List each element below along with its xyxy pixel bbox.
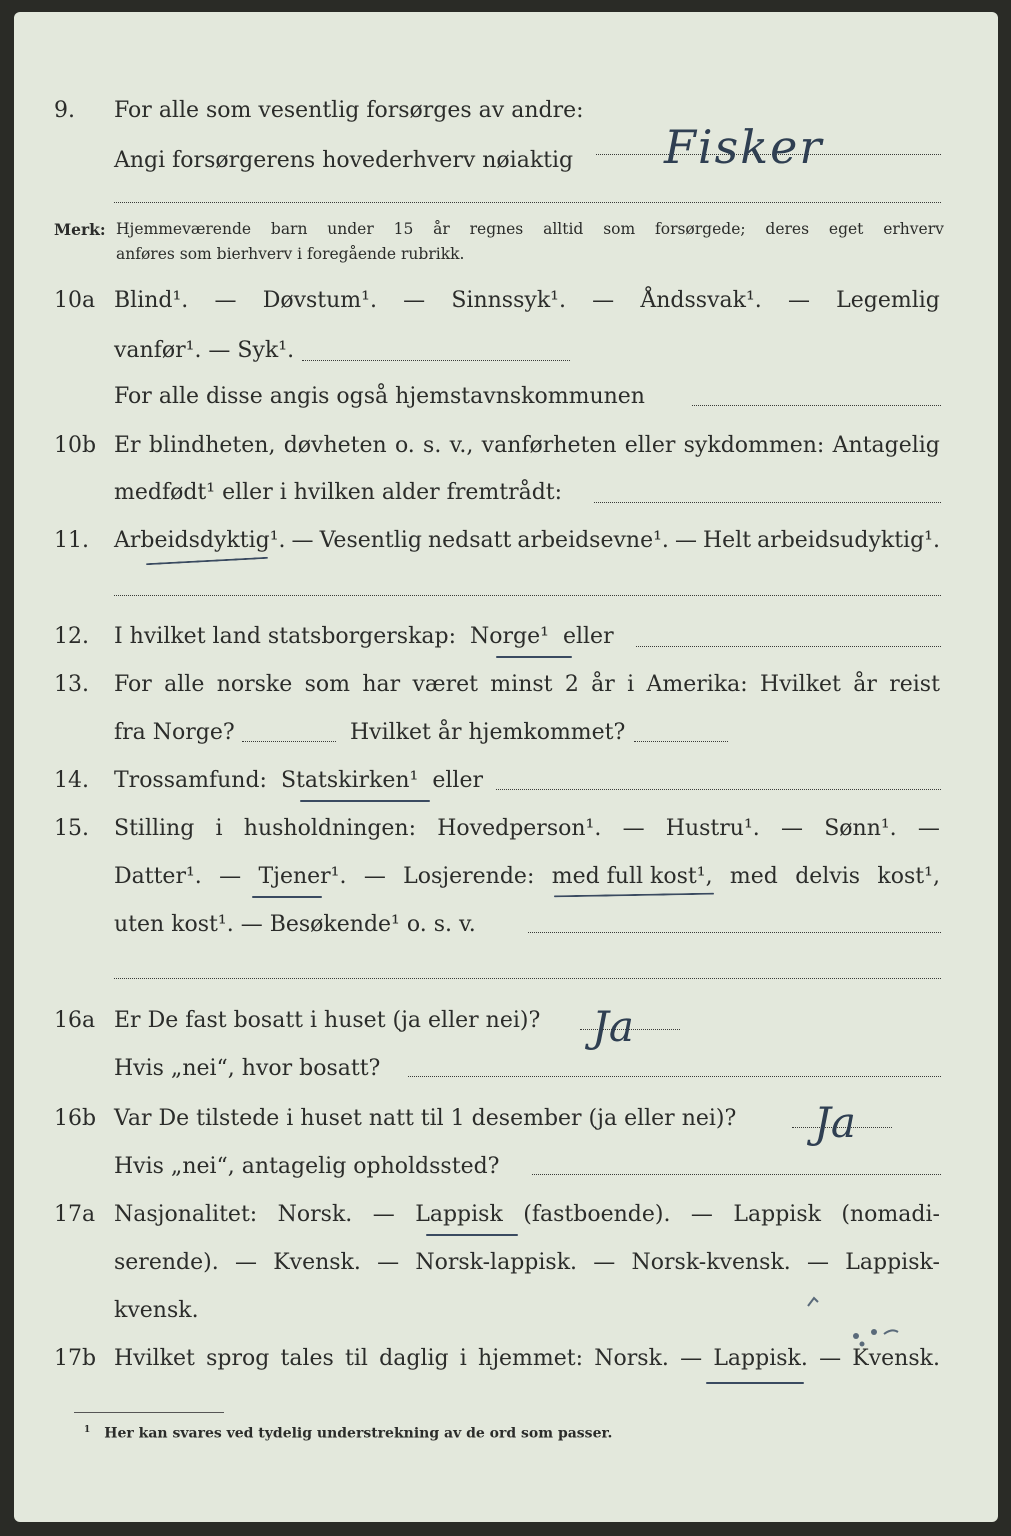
word: arbeidsevne¹. xyxy=(517,528,669,553)
footnote-text: Her kan svares ved tydelig understrekning av de ord som passer. xyxy=(104,1425,613,1442)
word: Hustru¹. xyxy=(665,816,760,841)
census-form-sheet xyxy=(14,12,998,1522)
q15-answer-line xyxy=(528,932,941,933)
word: Stilling xyxy=(114,816,195,841)
q17b-lappisk-underline xyxy=(706,1382,804,1384)
word: — xyxy=(917,816,940,841)
word: Norsk-lappisk. xyxy=(415,1250,578,1275)
word: — xyxy=(372,1202,395,1227)
q16b-handwritten-answer: Ja xyxy=(814,1098,856,1147)
word: — xyxy=(807,1250,830,1275)
word: Åndssvak¹. xyxy=(640,288,762,313)
q14-label: Trossamfund: xyxy=(114,768,267,793)
word: — xyxy=(593,1250,616,1275)
word: 2 xyxy=(564,672,579,697)
q16a-bosatt-line xyxy=(408,1076,941,1077)
q10a-line3 xyxy=(14,384,998,424)
word: Helt xyxy=(702,528,752,553)
q10a-options xyxy=(114,288,940,313)
word: Arbeidsdyktig¹. xyxy=(114,528,286,553)
word: Blind¹. xyxy=(114,288,189,313)
separator-3 xyxy=(114,978,941,979)
q16a-line1 xyxy=(14,1008,998,1048)
q12-text xyxy=(114,624,614,649)
q13-line2 xyxy=(14,720,998,760)
word: minst xyxy=(490,672,553,697)
word: — xyxy=(674,528,697,553)
q15-tjener-underline xyxy=(252,896,322,898)
word: Norsk. xyxy=(594,1346,669,1371)
word: Losjerende: xyxy=(403,864,535,889)
q10a-number: 10a xyxy=(54,288,96,313)
q13-reist-line xyxy=(242,741,336,742)
q15-line1 xyxy=(14,816,998,856)
q15-text-3: uten kost¹. — Besøkende¹ o. s. v. xyxy=(114,912,476,937)
word: som xyxy=(304,672,351,697)
q9-line1 xyxy=(14,98,998,138)
q11-options xyxy=(114,528,940,553)
q10a-line1 xyxy=(14,288,998,328)
q16b-number: 16b xyxy=(54,1106,97,1131)
word: Lappisk- xyxy=(845,1250,940,1275)
word: arbeidsudyktig¹. xyxy=(757,528,940,553)
word: o. xyxy=(394,433,415,458)
word: år xyxy=(591,672,615,697)
word: i xyxy=(627,672,635,697)
word: Nasjonalitet: xyxy=(114,1202,258,1227)
word: — xyxy=(234,1250,257,1275)
word: Døvstum¹. xyxy=(262,288,377,313)
word: — xyxy=(780,816,803,841)
word: Amerika: xyxy=(646,672,748,697)
word: — xyxy=(819,1346,842,1371)
q10b-text-2: medfødt¹ eller i hvilken alder fremtrådt: xyxy=(114,480,563,505)
word: til xyxy=(345,1346,368,1371)
separator-1 xyxy=(114,202,941,203)
q17a-line2 xyxy=(14,1250,998,1290)
word: erhverv xyxy=(883,220,944,238)
word: — xyxy=(787,288,810,313)
word: — xyxy=(219,864,242,889)
q17b-number: 17b xyxy=(54,1346,97,1371)
q9-handwritten-answer: Fisker xyxy=(664,120,824,174)
q12-norge: Norge¹ xyxy=(470,624,549,649)
merk-line-2: anføres som bierhverv i foregående rubrikk. xyxy=(116,245,465,263)
footnote-rule xyxy=(74,1412,224,1413)
word: Hovedperson¹. xyxy=(437,816,602,841)
word: deres xyxy=(765,220,810,238)
word: sprog xyxy=(206,1346,270,1371)
word: Lappisk. xyxy=(713,1346,808,1371)
word: — xyxy=(592,288,615,313)
word: Lappisk xyxy=(415,1202,503,1227)
word: Hvilket xyxy=(760,672,841,697)
word: med xyxy=(729,864,778,889)
word: år xyxy=(853,672,877,697)
word: reist xyxy=(889,672,940,697)
word: — xyxy=(291,528,314,553)
q10b-number: 10b xyxy=(54,433,97,458)
word: Tjener¹. xyxy=(258,864,347,889)
q16a-text-2: Hvis „nei“, hvor bosatt? xyxy=(114,1056,381,1081)
q11-number: 11. xyxy=(54,528,89,553)
q15-line2 xyxy=(14,864,998,904)
word: Sinnssyk¹. xyxy=(451,288,566,313)
word: alltid xyxy=(543,220,584,238)
word: regnes xyxy=(469,220,524,238)
q9-text-1: For alle som vesentlig forsørges av andre: xyxy=(114,98,584,123)
q16b-text-1: Var De tilstede i huset natt til 1 desember (ja eller nei)? xyxy=(114,1106,737,1131)
word: hjemmet: xyxy=(478,1346,584,1371)
q17a-options-2 xyxy=(114,1250,940,1275)
word: tales xyxy=(280,1346,334,1371)
word: døvheten xyxy=(283,433,387,458)
q12-eller: eller xyxy=(562,624,614,649)
q12-answer-line xyxy=(636,646,941,647)
q12-line1 xyxy=(14,624,998,664)
word: år xyxy=(433,220,450,238)
word: Vesentlig xyxy=(319,528,422,553)
q14-number: 14. xyxy=(54,768,89,793)
q10a-syk-line xyxy=(302,360,570,361)
word: For xyxy=(114,672,152,697)
q17b-pencil-marks xyxy=(844,1312,924,1352)
word: 15 xyxy=(393,220,414,238)
q13-number: 13. xyxy=(54,672,89,697)
q15-number: 15. xyxy=(54,816,89,841)
footnote xyxy=(84,1425,612,1442)
q10a-text-3: For alle disse angis også hjemstavnskommunen xyxy=(114,384,645,409)
word: har xyxy=(362,672,401,697)
q17a-number: 17a xyxy=(54,1202,96,1227)
q15-options-1 xyxy=(114,816,940,841)
word: eget xyxy=(828,220,864,238)
q13-line1 xyxy=(14,672,998,712)
word: Kvensk. xyxy=(852,1346,940,1371)
q16b-opholdssted-line xyxy=(532,1174,941,1175)
word: sykdommen: xyxy=(683,433,825,458)
word: s. xyxy=(423,433,442,458)
pencil-tick-mark xyxy=(804,1292,824,1312)
merk-line-1 xyxy=(116,217,944,242)
q14-text xyxy=(114,768,483,793)
q12-number: 12. xyxy=(54,624,89,649)
q15-options-2 xyxy=(114,864,940,889)
q17a-text-3: kvensk. xyxy=(114,1298,199,1323)
word: — xyxy=(622,816,645,841)
word: Norsk. xyxy=(277,1202,353,1227)
q17a-lappisk-underline xyxy=(426,1234,518,1236)
q17b-line1 xyxy=(14,1346,998,1386)
word: i xyxy=(215,816,223,841)
word: været xyxy=(412,672,478,697)
word: nedsatt xyxy=(427,528,512,553)
word: — xyxy=(214,288,237,313)
q17a-options-1 xyxy=(114,1202,940,1227)
q14-statskirken: Statskirken¹ xyxy=(280,768,419,793)
q17a-line1 xyxy=(14,1202,998,1242)
word: v., xyxy=(449,433,474,458)
word: Antagelig xyxy=(832,433,940,458)
word: under xyxy=(327,220,374,238)
q16a-number: 16a xyxy=(54,1008,96,1033)
q10a-text-2: vanfør¹. — Syk¹. xyxy=(114,338,295,363)
word: Sønn¹. xyxy=(824,816,897,841)
word: barn xyxy=(270,220,308,238)
word: som xyxy=(603,220,636,238)
word: serende). xyxy=(114,1250,219,1275)
q12-question: I hvilket land statsborgerskap: xyxy=(114,624,457,649)
word: Datter¹. xyxy=(114,864,202,889)
word: husholdningen: xyxy=(243,816,417,841)
word: i xyxy=(459,1346,467,1371)
word: forsørgede; xyxy=(655,220,746,238)
q16a-handwritten-answer: Ja xyxy=(592,1002,634,1051)
footnote-mark: 1 xyxy=(84,1425,91,1435)
word: (fastboende). xyxy=(523,1202,671,1227)
word: alle xyxy=(164,672,205,697)
word: delvis xyxy=(795,864,861,889)
word: eller xyxy=(624,433,676,458)
q14-line1 xyxy=(14,768,998,808)
q10b-text-1 xyxy=(114,433,940,458)
word: daglig xyxy=(379,1346,449,1371)
q12-underline-mark xyxy=(496,656,572,658)
word: Kvensk. xyxy=(273,1250,361,1275)
word: Lappisk xyxy=(733,1202,821,1227)
word: Hjemmeværende xyxy=(116,220,252,238)
q16a-text-1: Er De fast bosatt i huset (ja eller nei)? xyxy=(114,1008,541,1033)
word: med full kost¹, xyxy=(551,864,713,889)
q10a-hjemstavn-line xyxy=(692,405,941,406)
word: — xyxy=(680,1346,703,1371)
separator-2 xyxy=(114,595,941,596)
q13-text-2a: fra Norge? xyxy=(114,720,235,745)
word: — xyxy=(690,1202,713,1227)
word: blindheten, xyxy=(148,433,276,458)
word: — xyxy=(363,864,386,889)
q10a-line2 xyxy=(14,338,998,378)
word: Norsk-kvensk. xyxy=(631,1250,791,1275)
q14-eller: eller xyxy=(432,768,483,793)
q9-number: 9. xyxy=(54,98,75,123)
q16b-text-2: Hvis „nei“, antagelig opholdssted? xyxy=(114,1154,500,1179)
word: Legemlig xyxy=(836,288,940,313)
q13-text-2b: Hvilket år hjemkommet? xyxy=(350,720,626,745)
word: Hvilket xyxy=(114,1346,195,1371)
q14-answer-line xyxy=(496,789,941,790)
word: kost¹, xyxy=(877,864,940,889)
q10b-answer-line xyxy=(594,502,941,503)
q13-hjemkommet-line xyxy=(634,741,728,742)
word: — xyxy=(403,288,426,313)
merk-label: Merk: xyxy=(54,220,106,239)
q17b-options xyxy=(114,1346,940,1371)
word: vanførheten xyxy=(481,433,617,458)
q10b-line1 xyxy=(14,433,998,473)
q14-underline-mark xyxy=(300,800,430,802)
word: (nomadi- xyxy=(841,1202,940,1227)
word: Er xyxy=(114,433,141,458)
word: — xyxy=(377,1250,400,1275)
q10b-line2 xyxy=(14,480,998,520)
q13-text-1 xyxy=(114,672,940,697)
word: norske xyxy=(216,672,293,697)
q9-text-2: Angi forsørgerens hovederhverv nøiaktig xyxy=(114,148,574,173)
